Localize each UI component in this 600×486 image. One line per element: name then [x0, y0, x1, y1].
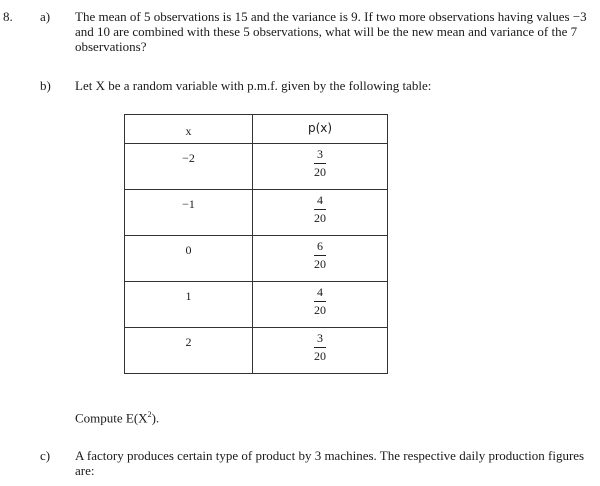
- part-c-text: A factory produces certain type of product by 3 machines. The respective daily production figures are:: [75, 448, 585, 478]
- compute-instruction: [75, 410, 159, 426]
- compute-exponent: 2: [147, 410, 152, 419]
- numerator: 3: [317, 147, 323, 161]
- probability-cell: [253, 328, 388, 374]
- probability-cell: [253, 144, 388, 190]
- table-row: [125, 328, 388, 374]
- part-a-text: The mean of 5 observations is 15 and the variance is 9. If two more observations having values −3 and 10 are combined with these 5 observations, what will be the new mean and variance of the 7 observations?: [75, 9, 587, 54]
- denominator: 20: [314, 303, 326, 317]
- fraction: [314, 240, 326, 271]
- fraction: [314, 194, 326, 225]
- fraction: [314, 332, 326, 363]
- table-row: [125, 282, 388, 328]
- compute-prefix: Compute E(X: [75, 410, 148, 426]
- table-row: [125, 190, 388, 236]
- compute-suffix: ).: [151, 410, 160, 426]
- x-value: 1: [125, 282, 253, 328]
- x-value: −2: [125, 144, 253, 190]
- denominator: 20: [314, 211, 326, 225]
- fraction-bar: [314, 347, 326, 348]
- header-x: x: [125, 115, 253, 144]
- numerator: 6: [317, 239, 323, 253]
- question-number: 8.: [3, 9, 13, 24]
- part-a-label: a): [40, 9, 51, 24]
- fraction-bar: [314, 209, 326, 210]
- numerator: 4: [317, 193, 323, 207]
- part-b-label: b): [40, 78, 51, 93]
- probability-cell: [253, 236, 388, 282]
- fraction-bar: [314, 163, 326, 164]
- probability-cell: [253, 282, 388, 328]
- table-row: [125, 144, 388, 190]
- x-value: 0: [125, 236, 253, 282]
- header-px: p(x): [253, 115, 388, 144]
- part-b-text: Let X be a random variable with p.m.f. given by the following table:: [75, 78, 432, 93]
- denominator: 20: [314, 257, 326, 271]
- denominator: 20: [314, 349, 326, 363]
- fraction: [314, 148, 326, 179]
- fraction: [314, 286, 326, 317]
- fraction-bar: [314, 301, 326, 302]
- table-row: [125, 236, 388, 282]
- pmf-table: [124, 114, 388, 374]
- x-value: 2: [125, 328, 253, 374]
- denominator: 20: [314, 165, 326, 179]
- pmf-header-row: [125, 115, 388, 144]
- x-value: −1: [125, 190, 253, 236]
- part-c-label: c): [40, 448, 51, 463]
- fraction-bar: [314, 255, 326, 256]
- numerator: 3: [317, 331, 323, 345]
- numerator: 4: [317, 285, 323, 299]
- probability-cell: [253, 190, 388, 236]
